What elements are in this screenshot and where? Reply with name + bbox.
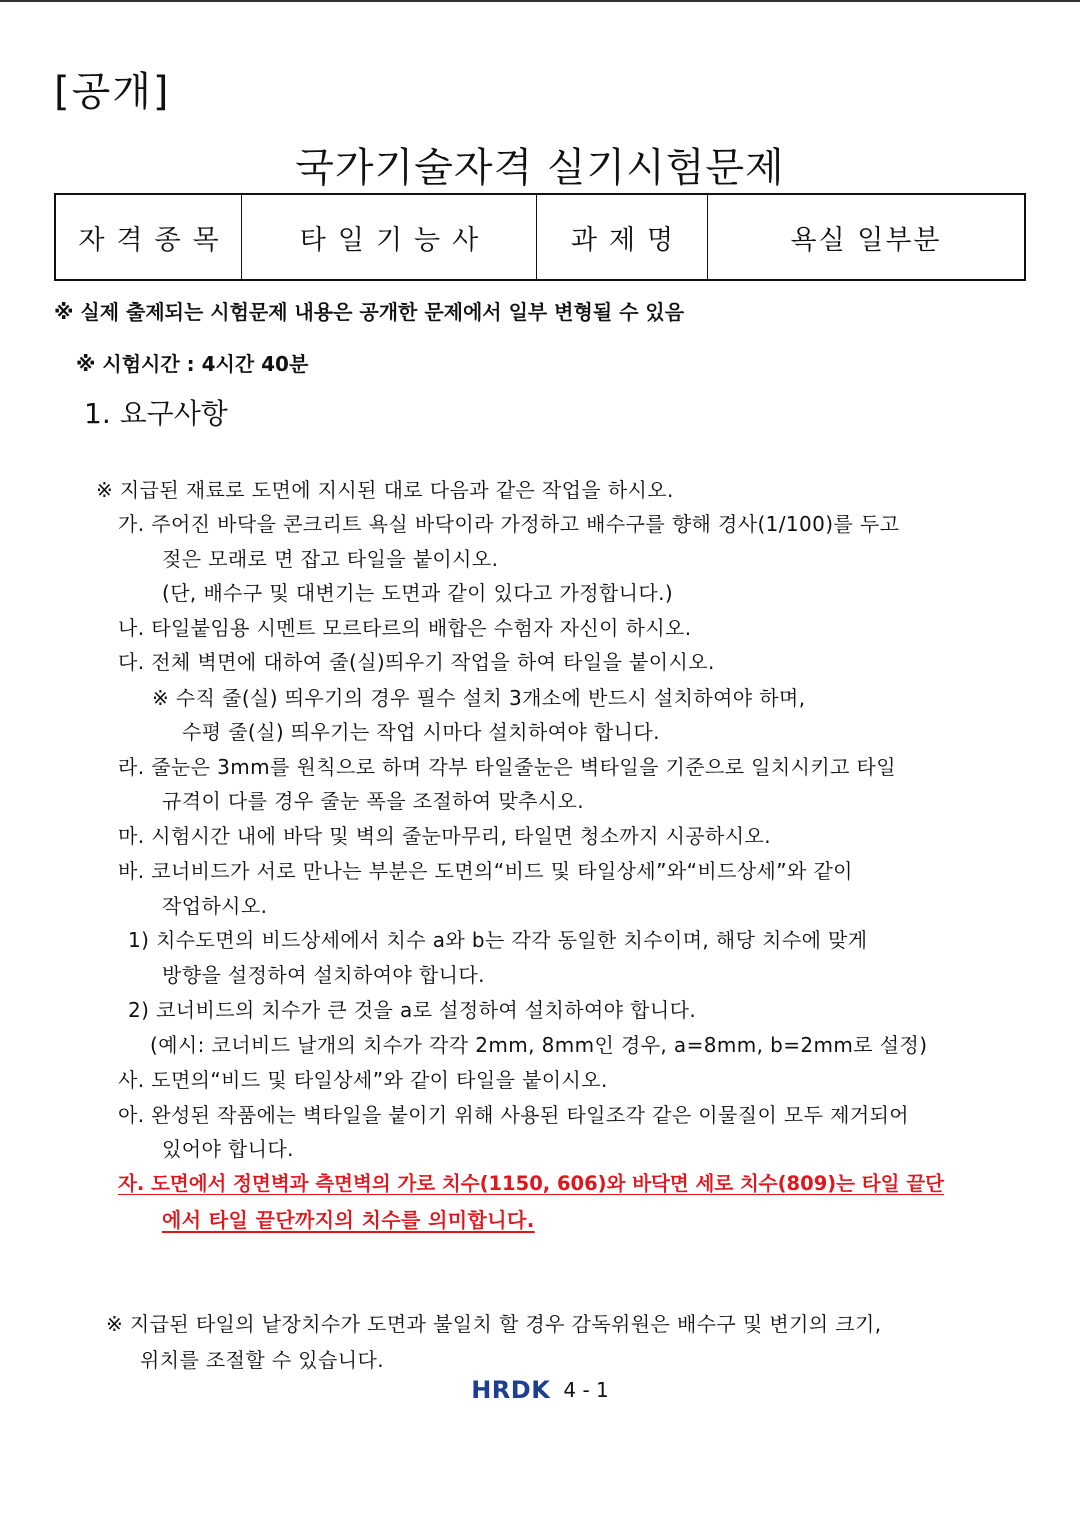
tile-size-note-line: ※ 지급된 타일의 낱장치수가 도면과 불일치 할 경우 감독위원은 배수구 및 변기의 크기, [106,1312,882,1336]
requirement-line: 작업하시오. [162,894,268,918]
requirement-line: 라. 줄눈은 3mm를 원칙으로 하며 각부 타일줄눈은 벽타일을 기준으로 일치시키고 타일 [118,755,896,779]
requirement-line: 나. 타일붙임용 시멘트 모르타르의 배합은 수험자 자신이 하시오. [118,616,692,640]
tile-size-note-line: 위치를 조절할 수 있습니다. [140,1348,384,1372]
exam-time: ※ 시험시간 : 4시간 40분 [76,352,309,376]
public-tag: [공개] [54,69,171,115]
requirement-line: 수평 줄(실) 띄우기는 작업 시마다 설치하여야 합니다. [182,720,660,744]
requirement-line: 규격이 다를 경우 줄눈 폭을 조절하여 맞추시오. [162,789,584,813]
variation-notice: ※ 실제 출제되는 시험문제 내용은 공개한 문제에서 일부 변형될 수 있음 [54,300,685,324]
label-task: 과제명 [570,224,686,256]
section-title: 1. 요구사항 [84,397,228,430]
category-cell [242,195,537,279]
requirement-line: ※ 지급된 재료로 도면에 지시된 대로 다음과 같은 작업을 하시오. [96,478,674,502]
requirement-line: 다. 전체 벽면에 대하여 줄(실)띄우기 작업을 하여 타일을 붙이시오. [118,650,715,674]
requirement-line: 아. 완성된 작품에는 벽타일을 붙이기 위해 사용된 타일조각 같은 이물질이 모두 제거되어 [118,1103,910,1127]
requirement-line: ※ 수직 줄(실) 띄우기의 경우 필수 설치 3개소에 반드시 설치하여야 하며, [152,686,806,710]
requirement-line: 1) 치수도면의 비드상세에서 치수 a와 b는 각각 동일한 치수이며, 해당 치수에 맞게 [128,928,868,952]
hrdk-logo: HRDK [471,1376,551,1404]
label-category: 자격종목 [78,224,231,256]
requirement-line: (단, 배수구 및 대변기는 도면과 같이 있다고 가정합니다.) [162,581,674,605]
task-cell [708,195,1024,279]
requirement-line: (예시: 코너비드 날개의 치수가 각각 2mm, 8mm인 경우, a=8mm, b=2mm로 설정) [150,1033,928,1057]
requirement-line: 있어야 합니다. [162,1137,294,1161]
page-title: 국가기술자격 실기시험문제 [295,145,785,191]
page-number: 4 - 1 [563,1378,609,1402]
top-border-line [0,0,1080,2]
label-task-cell [537,195,708,279]
category-value: 타일기능사 [299,224,491,256]
requirement-line: 방향을 설정하여 설치하여야 합니다. [162,963,485,987]
task-value: 욕실 일부분 [790,224,942,256]
requirement-line: 마. 시험시간 내에 바닥 및 벽의 줄눈마무리, 타일면 청소까지 시공하시오. [118,824,771,848]
requirement-line: 바. 코너비드가 서로 만나는 부분은 도면의“비드 및 타일상세”와“비드상세”와 같이 [118,859,853,883]
label-category-cell [56,195,242,279]
requirement-line: 젖은 모래로 면 잡고 타일을 붙이시오. [162,547,499,571]
requirement-line: 사. 도면의“비드 및 타일상세”와 같이 타일을 붙이시오. [118,1068,608,1092]
page-footer [0,1376,1080,1404]
requirement-line: 2) 코너비드의 치수가 큰 것을 a로 설정하여 설치하여야 합니다. [128,998,697,1022]
dimension-note-line: 자. 도면에서 정면벽과 측면벽의 가로 치수(1150, 606)와 바닥면 세로 치수(809)는 타일 끝단 [118,1172,944,1195]
dimension-note-line: 에서 타일 끝단까지의 치수를 의미합니다. [162,1208,535,1232]
info-table [54,193,1026,281]
requirement-line: 가. 주어진 바닥을 콘크리트 욕실 바닥이라 가정하고 배수구를 향해 경사(1/100)를 두고 [118,512,900,536]
